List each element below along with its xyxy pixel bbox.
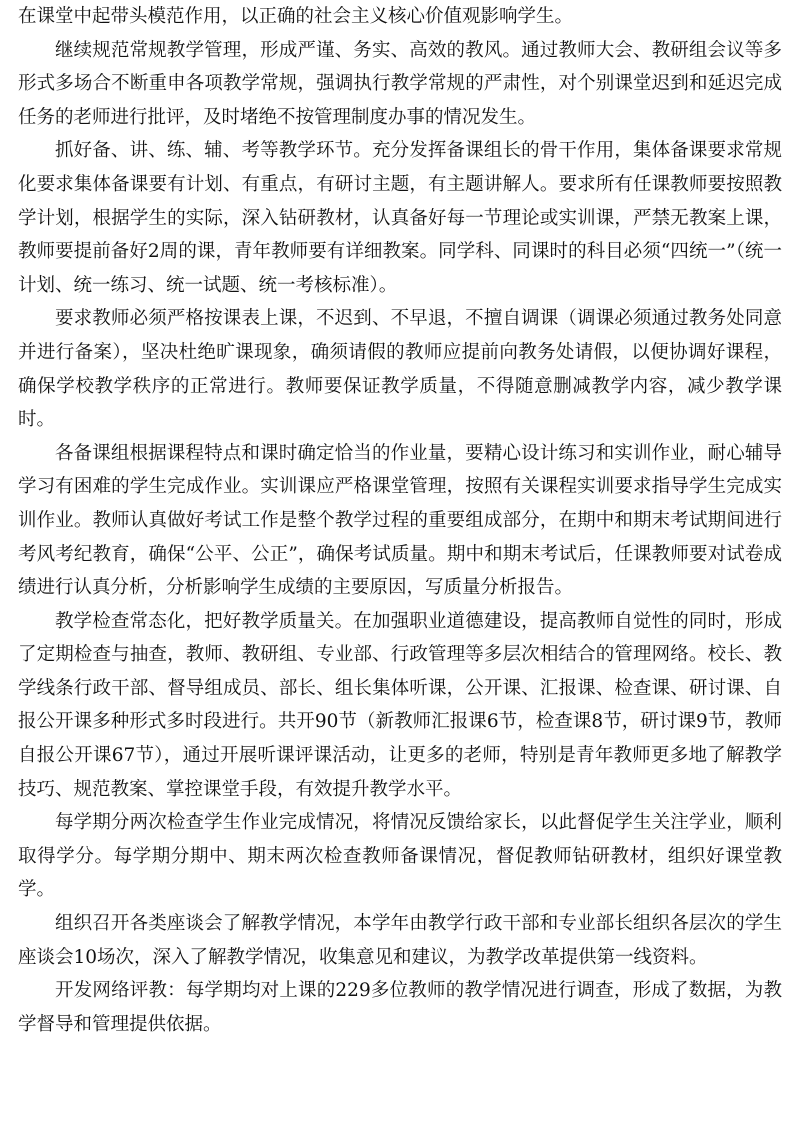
paragraph-forums: 组织召开各类座谈会了解教学情况，本学年由教学行政干部和专业部长组织各层次的学生座谈会10场次，深入了解教学情况，收集意见和建议，为教学改革提供第一线资料。 [18, 913, 782, 968]
paragraph-continuation: 在课堂中起带头模范作用，以正确的社会主义核心价值观影响学生。 [18, 6, 574, 27]
paragraph-homework-exams: 各备课组根据课程特点和课时确定恰当的作业量，要精心设计练习和实训作业，耐心辅导学习有困难的学生完成作业。实训课应严格课堂管理，按照有关课程实训要求指导学生完成实训作业。教师认真做好考试工作是整个教学过程的重要组成部分，在期中和期末考试期间进行考风考纪教育，确保“公平、公正”，确保考试质量。期中和期末考试后，任课教师要对试卷成绩进行认真分析，分析影响学生成绩的主要原因，写质量分析报告。 [18, 442, 782, 599]
paragraph-teaching-links: 抓好备、讲、练、辅、考等教学环节。充分发挥备课组长的骨干作用，集体备课要求常规化要求集体备课要有计划、有重点，有研讨主题，有主题讲解人。要求所有任课教师要按照教学计划，根据学生的实际，深入钻研教材，认真备好每一节理论或实训课，严禁无教案上课，教师要提前备好2周的课，青年教师要有详细教案。同学科、同课时的科目必须“四统一”（统一计划、统一练习、统一试题、统一考核标准）。 [18, 140, 782, 296]
paragraph-teaching-routine: 继续规范常规教学管理，形成严谨、务实、高效的教风。通过教师大会、教研组会议等多形式多场合不断重申各项教学常规，强调执行教学常规的严肃性，对个别课堂迟到和延迟完成任务的老师进行批评，及时堵绝不按管理制度办事的情况发生。 [18, 39, 782, 128]
paragraph-teaching-inspection: 教学检查常态化，把好教学质量关。在加强职业道德建设，提高教师自觉性的同时，形成了定期检查与抽查，教师、教研组、专业部、行政管理等多层次相结合的管理网络。校长、教学线条行政干部、督导组成员、部长、组长集体听课，公开课、汇报课、检查课、研讨课、自报公开课多种形式多时段进行。共开90节（新教师汇报课6节，检查课8节，研讨课9节，教师自报公开课67节），通过开展听课评课活动，让更多的老师，特别是青年教师更多地了解教学技巧、规范教案、掌控课堂手段，有效提升教学水平。 [18, 610, 782, 800]
paragraph-homework-check: 每学期分两次检查学生作业完成情况，将情况反馈给家长，以此督促学生关注学业，顺利取得学分。每学期分期中、期末两次检查教师备课情况，督促教师钻研教材，组织好课堂教学。 [18, 812, 782, 901]
document-page [18, 0, 782, 1041]
paragraph-class-schedule: 要求教师必须严格按课表上课，不迟到、不早退，不擅自调课（调课必须通过教务处同意并进行备案），坚决杜绝旷课现象，确须请假的教师应提前向教务处请假，以便协调好课程，确保学校教学秩序的正常进行。教师要保证教学质量，不得随意删减教学内容，减少教学课时。 [18, 308, 782, 431]
paragraph-online-evaluation: 开发网络评教：每学期均对上课的229多位教师的教学情况进行调查，形成了数据，为教学督导和管理提供依据。 [18, 980, 782, 1035]
